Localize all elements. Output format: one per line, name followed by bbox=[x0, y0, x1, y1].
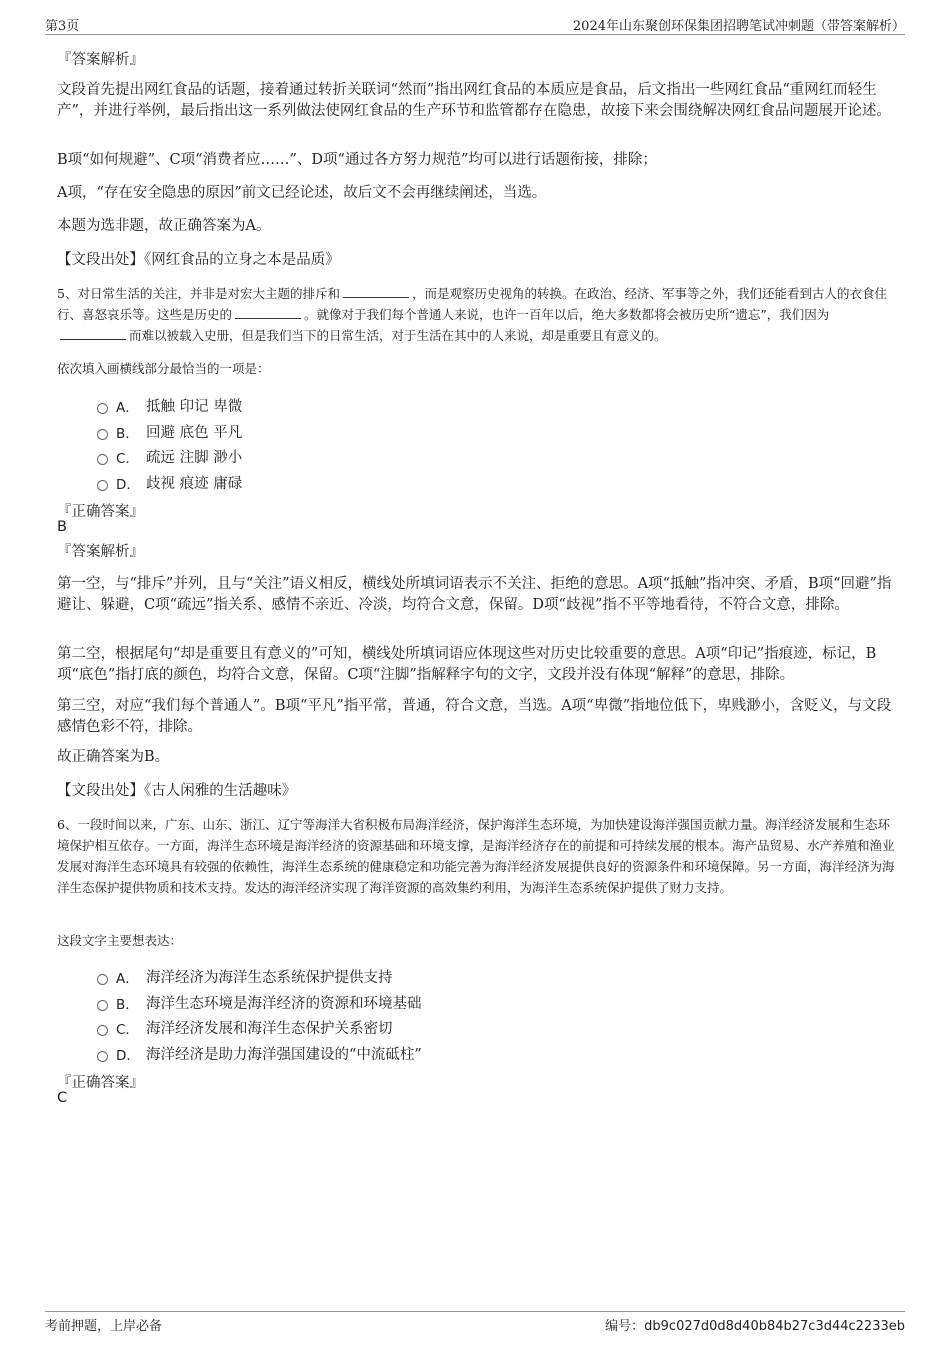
q5-source: 【文段出处】《古人闲雅的生活趣味》 bbox=[57, 783, 297, 799]
footer-doc-id: 编号：db9c027d0d8d40b84b27c3d44c2233eb bbox=[605, 1319, 905, 1334]
q6-option-a[interactable]: A． 海洋经济为海洋生态系统保护提供支持 bbox=[97, 966, 393, 987]
radio-icon[interactable] bbox=[97, 1000, 108, 1011]
q5-option-b[interactable]: B． 回避 底色 平凡 bbox=[97, 421, 242, 442]
radio-icon[interactable] bbox=[97, 1025, 108, 1036]
q6-option-b[interactable]: B． 海洋生态环境是海洋经济的资源和环境基础 bbox=[97, 992, 422, 1013]
q5-option-c[interactable]: C． 疏远 注脚 渺小 bbox=[97, 446, 242, 467]
q6-answer-heading: 『正确答案』 bbox=[57, 1075, 144, 1091]
q5-blank-3 bbox=[60, 326, 126, 340]
q5-stem: 5、对日常生活的关注，并非是对宏大主题的排斥和 ，而是观察历史视角的转换。在政治、经济、军事等之外，我们还能看到古人的衣食住行、喜怒哀乐等。这些是历史的 。就像对于我们每个普通人来说，也许一百年以后，绝大多数都将会被历史所“遗忘”，我们因为而难以被载入史册，但是我们当下的日常生活，对于生活在其中的人来说，却是重要且有意义的。 bbox=[57, 286, 887, 343]
q5-analysis-p1: 第一空，与“排斥”并列，且与“关注”语义相反，横线处所填词语表示不关注、拒绝的意思。A项“抵触”指冲突、矛盾，B项“回避”指避让、躲避，C项“疏远”指关系、感情不亲近、冷淡，均符合文意，保留。D项“歧视”指不平等地看待，不符合文意，排除。 bbox=[57, 576, 892, 613]
radio-icon[interactable] bbox=[97, 429, 108, 440]
q5-analysis-p2: 第二空，根据尾句“却是重要且有意义的”可知，横线处所填词语应体现这些对历史比较重要的意思。A项“印记”指痕迹，标记，B项“底色”指打底的颜色，均符合文意，保留。C项“注脚”指解释字句的文字，文段并没有体现“解释”的意思，排除。 bbox=[57, 646, 877, 683]
q5-prompt: 依次填入画横线部分最恰当的一项是： bbox=[57, 361, 270, 376]
q5-analysis-heading: 『答案解析』 bbox=[57, 544, 144, 560]
q4-analysis-heading: 『答案解析』 bbox=[57, 52, 144, 68]
q4-analysis-p1: 文段首先提出网红食品的话题，接着通过转折关联词“然而”指出网红食品的本质应是食品，后文指出一些网红食品“重网红而轻生产”，并进行举例，最后指出这一系列做法使网红食品的生产环节和监管都存在隐患，故接下来会围绕解决网红食品问题展开论述。 bbox=[57, 82, 891, 119]
q5-answer: B bbox=[57, 519, 67, 535]
q5-option-d[interactable]: D． 歧视 痕迹 庸碌 bbox=[97, 472, 242, 493]
page-footer bbox=[45, 1311, 905, 1334]
page-header bbox=[45, 14, 905, 35]
page-number: 第3页 bbox=[45, 18, 80, 34]
q4-analysis-p4: 本题为选非题，故正确答案为A。 bbox=[57, 218, 271, 234]
q5-blank-1 bbox=[343, 284, 409, 298]
q4-source: 【文段出处】《网红食品的立身之本是品质》 bbox=[57, 252, 340, 268]
radio-icon[interactable] bbox=[97, 480, 108, 491]
radio-icon[interactable] bbox=[97, 974, 108, 985]
radio-icon[interactable] bbox=[97, 403, 108, 414]
q6-answer: C bbox=[57, 1090, 68, 1106]
q6-prompt: 这段文字主要想表达： bbox=[57, 933, 183, 948]
q4-analysis-p2: B项“如何规避”、C项“消费者应……”、D项“通过各方努力规范”均可以进行话题衔接，排除； bbox=[57, 152, 657, 168]
q5-option-a[interactable]: A． 抵触 印记 卑微 bbox=[97, 395, 242, 416]
footer-slogan: 考前押题，上岸必备 bbox=[45, 1319, 163, 1334]
q5-analysis-p4: 故正确答案为B。 bbox=[57, 749, 170, 765]
document-title: 2024年山东聚创环保集团招聘笔试冲刺题（带答案解析） bbox=[572, 18, 905, 34]
q6-stem: 6、一段时间以来，广东、山东、浙江、辽宁等海洋大省积极布局海洋经济，保护海洋生态环境，为加快建设海洋强国贡献力量。海洋经济发展和生态环境保护相互依存。一方面，海洋生态环境是海洋经济的资源基础和环境支撑，是海洋经济存在的前提和可持续发展的根本。海产品贸易、水产养殖和渔业发展对海洋生态环境具有较强的依赖性，海洋生态系统的健康稳定和功能完善为海洋经济发展提供良好的资源条件和环境保障。另一方面，海洋经济为海洋生态保护提供物质和技术支持。发达的海洋经济实现了海洋资源的高效集约利用，为海洋生态系统保护提供了财力支持。 bbox=[57, 817, 895, 895]
q5-blank-2 bbox=[235, 305, 301, 319]
radio-icon[interactable] bbox=[97, 1051, 108, 1062]
q5-analysis-p3: 第三空，对应“我们每个普通人”。B项“平凡”指平常，普通，符合文意，当选。A项“卑微”指地位低下，卑贱渺小，含贬义，与文段感情色彩不符，排除。 bbox=[57, 698, 892, 735]
radio-icon[interactable] bbox=[97, 454, 108, 465]
q4-analysis-p3: A项，“存在安全隐患的原因”前文已经论述，故后文不会再继续阐述，当选。 bbox=[57, 185, 547, 201]
q6-option-d[interactable]: D． 海洋经济是助力海洋强国建设的“中流砥柱” bbox=[97, 1043, 422, 1064]
q5-answer-heading: 『正确答案』 bbox=[57, 504, 144, 520]
q6-option-c[interactable]: C． 海洋经济发展和海洋生态保护关系密切 bbox=[97, 1017, 393, 1038]
